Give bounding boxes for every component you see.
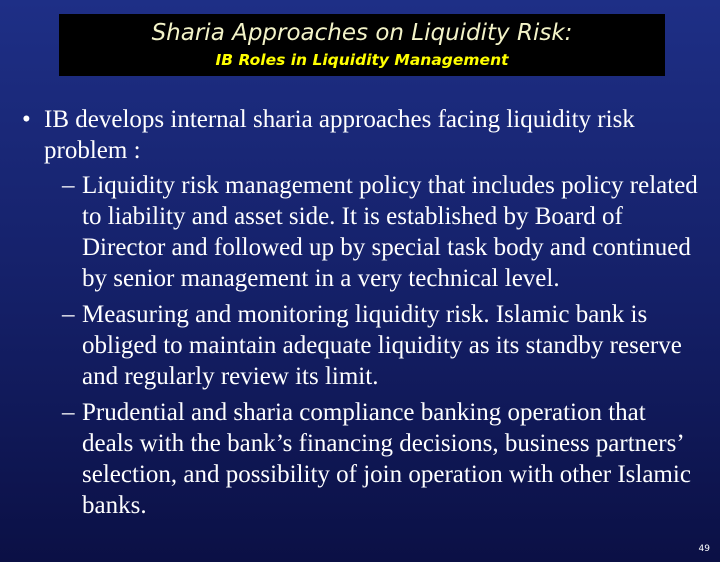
sub-bullet-text: Prudential and sharia compliance banking operation that deals with the bank’s financing decisions, business partners’ selection, and possibility of join operation with other Islamic banks. [82,399,691,519]
dash-marker: – [62,399,75,426]
sub-bullet-text: Liquidity risk management policy that includes policy related to liability and asset side. It is established by Board of Director and followed up by special task body and continued by senior management in a very technical level. [82,172,698,292]
sub-bullet-item [62,170,700,294]
dash-marker: – [62,172,75,199]
sub-bullet-list [20,170,700,521]
sub-bullet-item [62,299,700,392]
page-number: 49 [698,544,710,554]
title-box [59,14,665,76]
dash-marker: – [62,301,75,328]
main-bullet [20,104,700,166]
slide-subtitle: IB Roles in Liquidity Management [215,51,509,69]
slide-title: Sharia Approaches on Liquidity Risk: [151,20,573,46]
main-bullet-text: IB develops internal sharia approaches facing liquidity risk problem : [44,106,635,164]
bullet-marker: • [22,106,31,133]
slide-content [20,104,700,526]
sub-bullet-text: Measuring and monitoring liquidity risk. Islamic bank is obliged to maintain adequate liquidity as its standby reserve and regularly review its limit. [82,301,682,390]
sub-bullet-item [62,397,700,521]
